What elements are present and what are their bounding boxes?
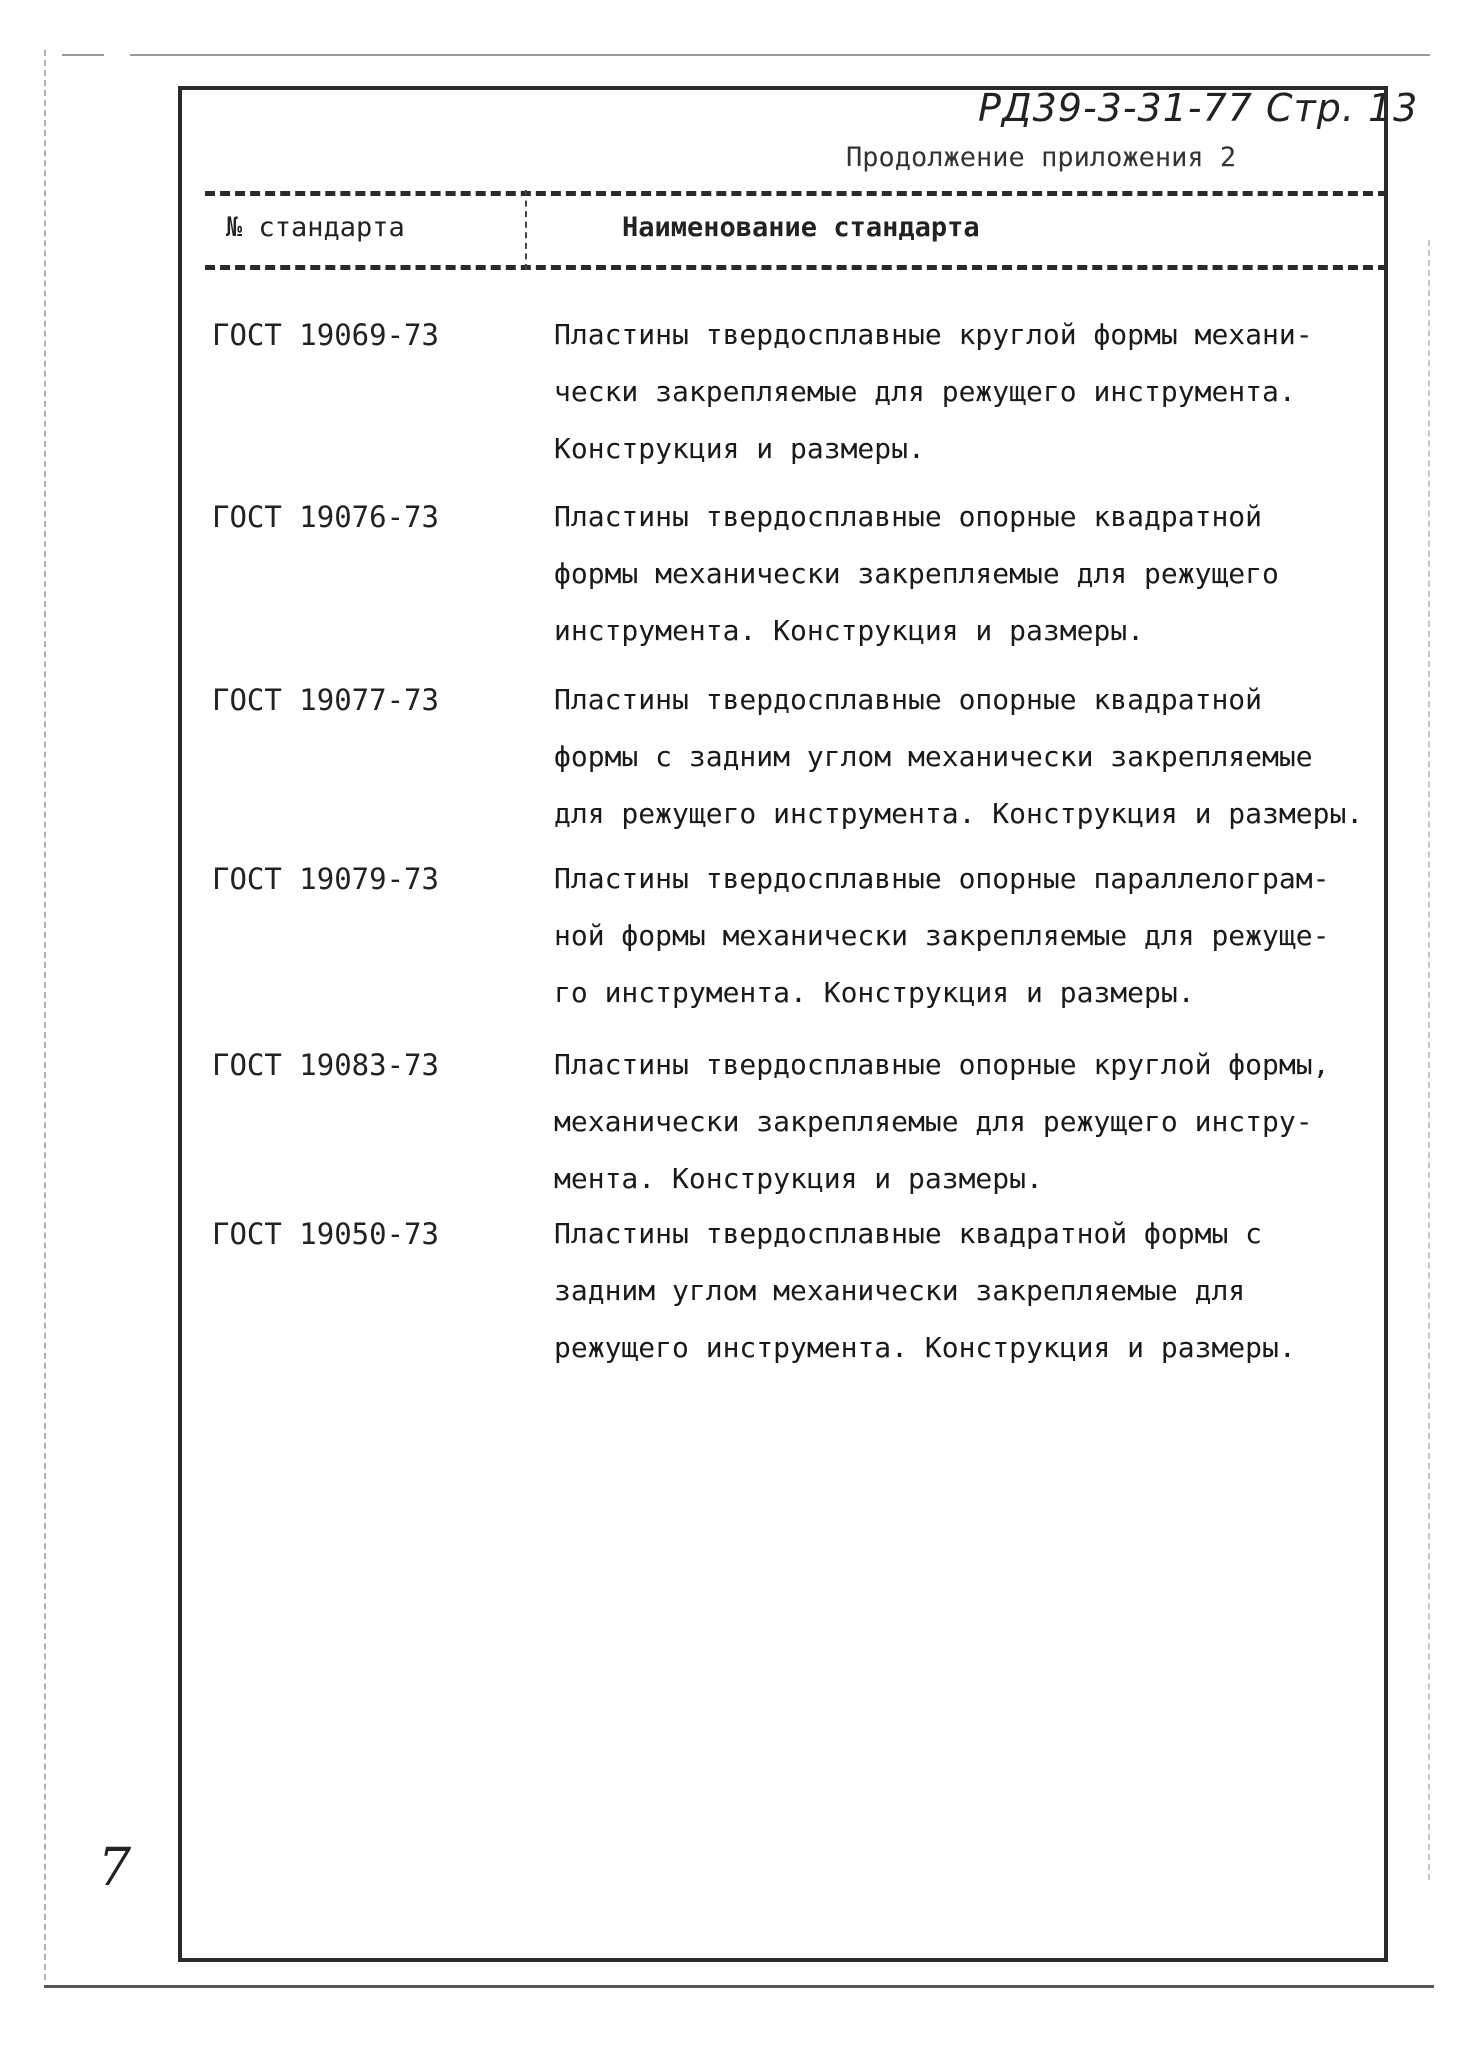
standard-number: ГОСТ 19083-73	[212, 1048, 439, 1082]
scan-edge-bottom	[44, 1985, 1434, 1988]
table-header-divider	[525, 190, 527, 270]
standard-number: ГОСТ 19076-73	[212, 500, 439, 534]
column-header-number: № стандарта	[226, 212, 405, 243]
standard-name-line: инструмента. Конструкция и размеры.	[554, 614, 1145, 647]
standard-name-line: Пластины твердосплавные опорные квадратной	[554, 500, 1263, 533]
standard-number: ГОСТ 19079-73	[212, 862, 439, 896]
standard-name	[554, 850, 1394, 1021]
standard-name	[554, 1036, 1394, 1207]
standard-name-line: механически закрепляемые для режущего инстру-	[554, 1105, 1313, 1138]
standard-number: ГОСТ 19077-73	[212, 683, 439, 717]
standard-name-line: го инструмента. Конструкция и размеры.	[554, 976, 1195, 1009]
standard-name-line: ной формы механически закрепляемые для режуще-	[554, 919, 1330, 952]
scan-edge-left	[44, 50, 46, 1980]
standard-name-line: формы механически закрепляемые для режущего	[554, 557, 1279, 590]
continuation-title: Продолжение приложения 2	[846, 142, 1237, 173]
standard-name-line: Конструкция и размеры.	[554, 432, 925, 465]
scan-edge-top-left	[62, 54, 104, 56]
standard-name	[554, 671, 1394, 842]
standard-name-line: чески закрепляемые для режущего инструмента.	[554, 375, 1296, 408]
table-header-bottom-rule	[205, 265, 1388, 270]
standard-name-line: Пластины твердосплавные опорные квадратной	[554, 683, 1263, 716]
scan-edge-right	[1428, 240, 1430, 1880]
standard-number: ГОСТ 19069-73	[212, 318, 439, 352]
standard-number: ГОСТ 19050-73	[212, 1217, 439, 1251]
standard-name-line: формы с задним углом механически закрепляемые	[554, 740, 1313, 773]
standard-name	[554, 306, 1394, 477]
column-header-name: Наименование стандарта	[622, 212, 980, 243]
standard-name-line: мента. Конструкция и размеры.	[554, 1162, 1043, 1195]
standard-name-line: Пластины твердосплавные круглой формы механи-	[554, 318, 1313, 351]
table-header-top-rule	[205, 191, 1388, 196]
handwritten-page-number: 7	[98, 1838, 132, 1898]
standard-name	[554, 1205, 1394, 1376]
standard-name-line: для режущего инструмента. Конструкция и размеры.	[554, 797, 1364, 830]
standard-name-line: Пластины твердосплавные опорные круглой формы,	[554, 1048, 1330, 1081]
standard-name-line: режущего инструмента. Конструкция и размеры.	[554, 1331, 1296, 1364]
standard-name-line: задним углом механически закрепляемые для	[554, 1274, 1246, 1307]
scan-edge-top	[130, 54, 1430, 56]
standard-name	[554, 488, 1394, 659]
page-code: РД39-3-31-77 Стр. 13	[978, 86, 1419, 130]
standard-name-line: Пластины твердосплавные квадратной формы с	[554, 1217, 1263, 1250]
standard-name-line: Пластины твердосплавные опорные параллелограм-	[554, 862, 1330, 895]
